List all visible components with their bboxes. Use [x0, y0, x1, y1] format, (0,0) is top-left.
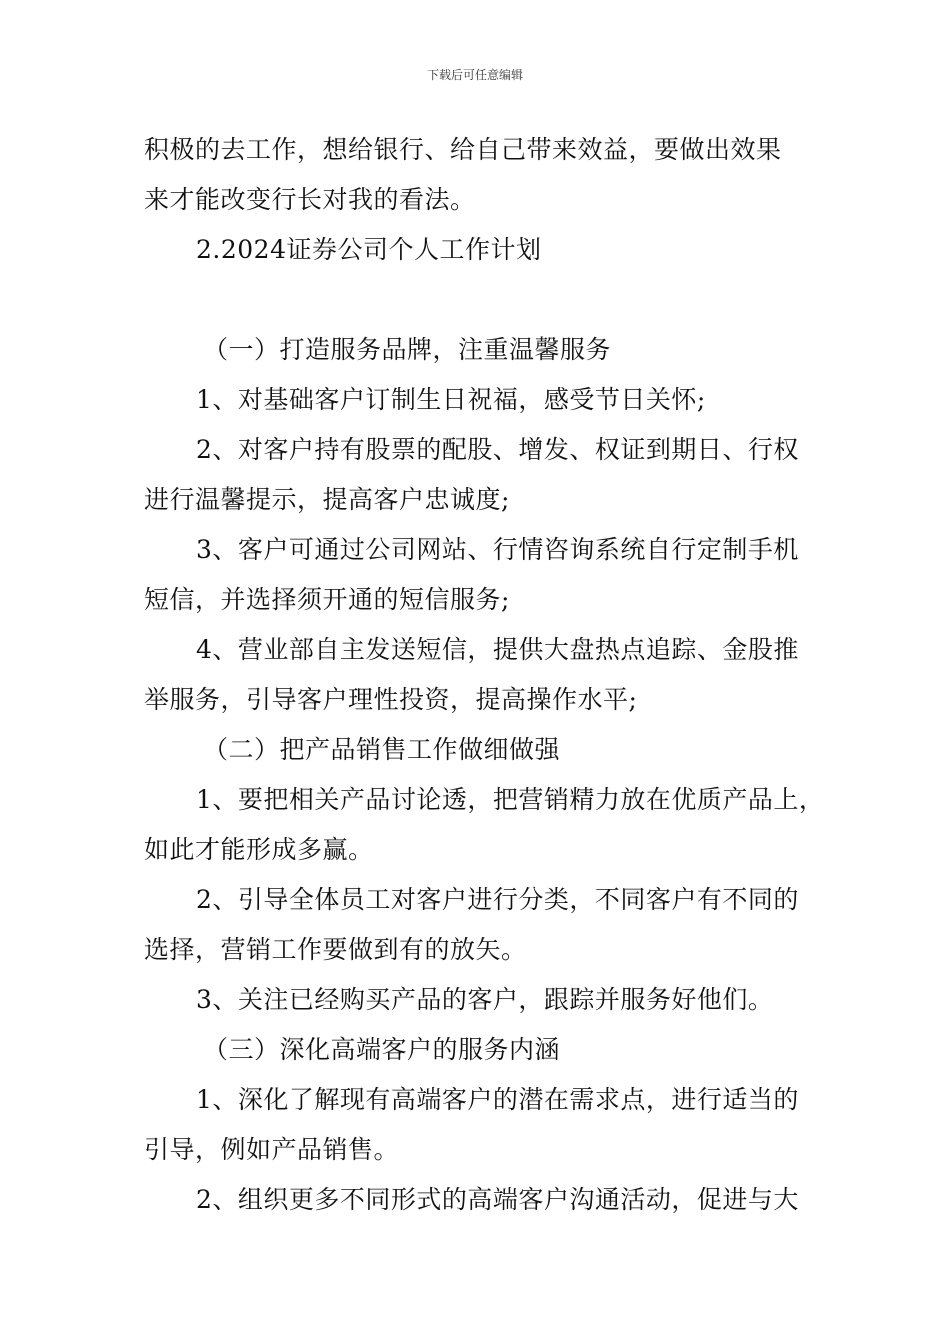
list-item: 2、引导全体员工对客户进行分类，不同客户有不同的 [196, 885, 799, 914]
list-item-continuation: 短信，并选择须开通的短信服务; [144, 585, 510, 614]
list-item-continuation: 进行温馨提示，提高客户忠诚度; [144, 485, 510, 514]
body-line: 来才能改变行长对我的看法。 [144, 185, 476, 214]
list-item: 1、深化了解现有高端客户的潜在需求点，进行适当的 [196, 1085, 799, 1114]
list-item-continuation: 引导，例如产品销售。 [144, 1135, 400, 1164]
page-header-note: 下载后可任意编辑 [426, 68, 523, 82]
body-line: 积极的去工作，想给银行、给自己带来效益，要做出效果 [144, 135, 782, 164]
subsection-heading: （二）把产品销售工作做细做强 [203, 735, 561, 764]
section-heading: 2.2024证券公司个人工作计划 [196, 235, 542, 264]
list-item: 1、要把相关产品讨论透，把营销精力放在优质产品上， [196, 785, 825, 814]
list-item: 3、关注已经购买产品的客户，跟踪并服务好他们。 [196, 985, 774, 1014]
list-item: 4、营业部自主发送短信，提供大盘热点追踪、金股推 [196, 635, 799, 664]
subsection-heading: （三）深化高端客户的服务内涵 [203, 1035, 561, 1064]
list-item-continuation: 如此才能形成多赢。 [144, 835, 374, 864]
list-item-continuation: 选择，营销工作要做到有的放矢。 [144, 935, 527, 964]
subsection-heading: （一）打造服务品牌，注重温馨服务 [203, 335, 612, 364]
list-item-continuation: 举服务，引导客户理性投资，提高操作水平; [144, 685, 638, 714]
list-item: 1、对基础客户订制生日祝福，感受节日关怀; [196, 385, 706, 414]
list-item: 3、客户可通过公司网站、行情咨询系统自行定制手机 [196, 535, 799, 564]
list-item: 2、对客户持有股票的配股、增发、权证到期日、行权 [196, 435, 799, 464]
list-item: 2、组织更多不同形式的高端客户沟通活动，促进与大 [196, 1185, 799, 1214]
